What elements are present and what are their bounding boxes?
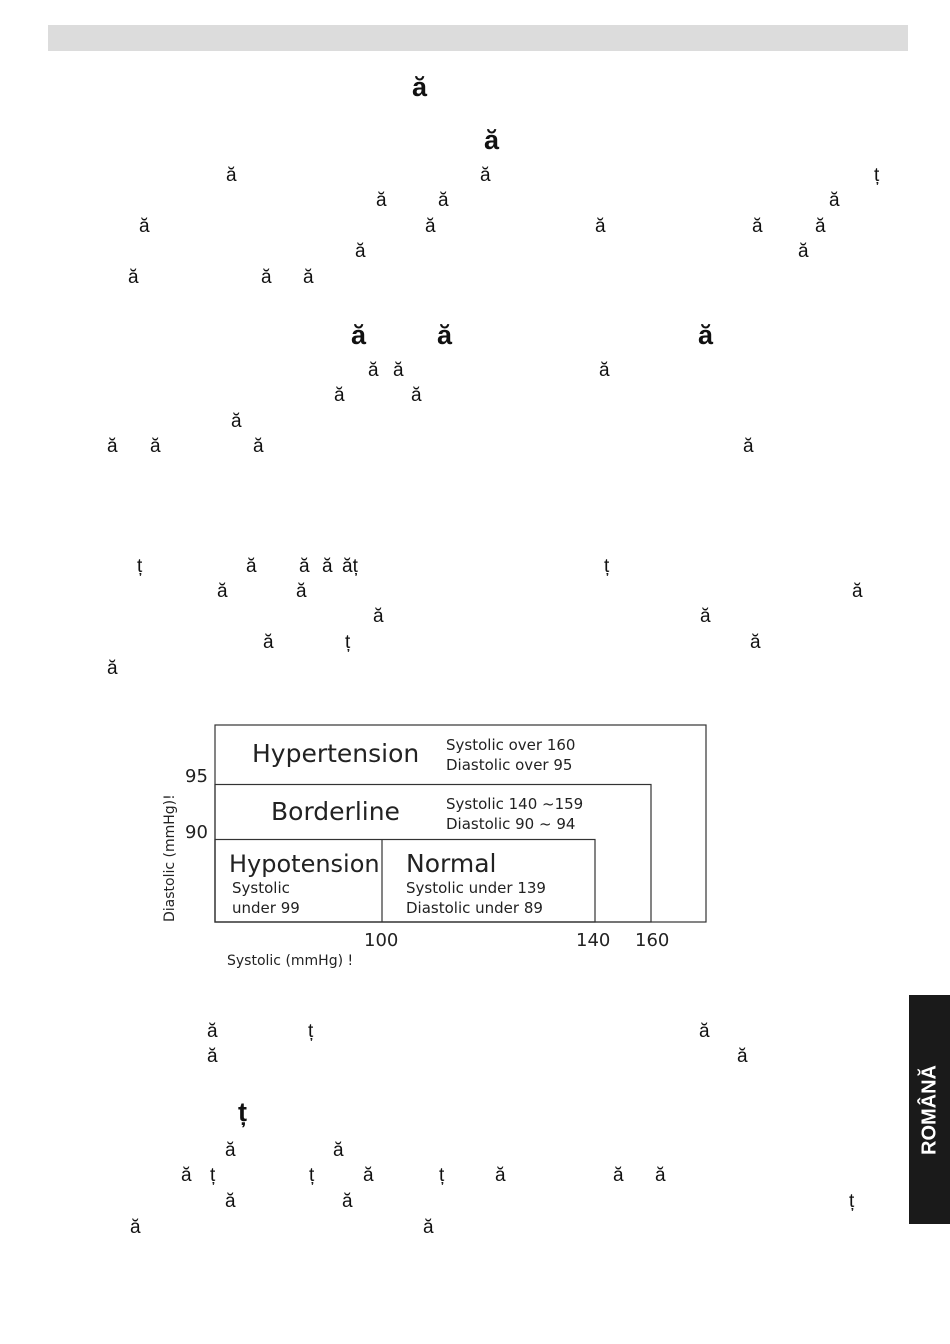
text-glyph: ă [322, 556, 333, 577]
text-glyph: ă [181, 1165, 192, 1186]
zone-criteria-borderline: Systolic 140 ~159 [446, 795, 584, 813]
text-glyph: ă [373, 606, 384, 627]
text-glyph: ă [613, 1165, 624, 1186]
text-glyph: ț [308, 1021, 314, 1042]
text-glyph: ă [150, 436, 161, 457]
text-glyph: ț [309, 1165, 315, 1186]
text-glyph: ă [480, 165, 491, 186]
bp-classification-chart [150, 715, 730, 975]
text-glyph: ă [333, 1140, 344, 1161]
x-tick-label: 140 [576, 930, 611, 951]
text-glyph: ă [207, 1021, 218, 1042]
text-glyph: ăț [342, 556, 358, 577]
text-glyph: ă [246, 556, 257, 577]
text-glyph: ă [263, 632, 274, 653]
text-glyph: ă [207, 1046, 218, 1067]
section-heading-glyph: ă [437, 320, 453, 350]
text-glyph: ă [217, 581, 228, 602]
text-glyph: ă [411, 385, 422, 406]
zone-name-borderline: Borderline [271, 797, 400, 826]
zone-criteria-normal: Diastolic under 89 [406, 899, 543, 917]
text-glyph: ă [852, 581, 863, 602]
text-glyph: ț [604, 556, 610, 577]
text-glyph: ă [438, 190, 449, 211]
text-glyph: ă [253, 436, 264, 457]
text-glyph: ă [737, 1046, 748, 1067]
x-tick-label: 100 [364, 930, 399, 951]
text-glyph: ă [798, 241, 809, 262]
x-tick-label: 160 [635, 930, 670, 951]
text-glyph: ă [363, 1165, 374, 1186]
section-heading-glyph: ă [484, 125, 500, 155]
text-glyph: ă [393, 360, 404, 381]
text-glyph: ă [107, 658, 118, 679]
text-glyph: ă [752, 216, 763, 237]
text-glyph: ț [137, 556, 143, 577]
zone-criteria-hypertension: Systolic over 160 [446, 736, 576, 754]
text-glyph: ă [342, 1191, 353, 1212]
text-glyph: ă [743, 436, 754, 457]
language-label: ROMÂNĂ [918, 1064, 940, 1155]
text-glyph: ă [107, 436, 118, 457]
text-glyph: ă [231, 411, 242, 432]
text-glyph: ă [595, 216, 606, 237]
text-glyph: ț [210, 1165, 216, 1186]
text-glyph: ă [699, 1021, 710, 1042]
zone-name-hypertension: Hypertension [252, 739, 420, 768]
y-tick-label: 95 [185, 766, 208, 787]
zone-criteria-hypotension: under 99 [232, 899, 300, 917]
text-glyph: ă [225, 1140, 236, 1161]
text-glyph: ă [139, 216, 150, 237]
y-axis-label: Diastolic (mmHg)! [162, 794, 178, 922]
text-glyph: ă [296, 581, 307, 602]
x-axis-label: Systolic (mmHg) ! [227, 953, 354, 969]
text-glyph: ă [829, 190, 840, 211]
section-heading-glyph: ă [698, 320, 714, 350]
zone-criteria-hypertension: Diastolic over 95 [446, 756, 573, 774]
text-glyph: ă [299, 556, 310, 577]
text-glyph: ă [303, 267, 314, 288]
zone-criteria-borderline: Diastolic 90 ~ 94 [446, 815, 576, 833]
section-heading-glyph: ă [351, 320, 367, 350]
text-glyph: ă [750, 632, 761, 653]
text-glyph: ă [261, 267, 272, 288]
language-side-tab [909, 995, 950, 1224]
text-glyph: ă [655, 1165, 666, 1186]
text-glyph: ă [355, 241, 366, 262]
text-glyph: ț [345, 632, 351, 653]
text-glyph: ț [874, 165, 880, 186]
zone-criteria-hypotension: Systolic [232, 879, 290, 897]
text-glyph: ă [376, 190, 387, 211]
text-glyph: ă [334, 385, 345, 406]
y-tick-label: 90 [185, 822, 208, 843]
header-bar [48, 25, 908, 51]
zone-name-normal: Normal [406, 849, 497, 878]
text-glyph: ă [815, 216, 826, 237]
text-glyph: ț [439, 1165, 445, 1186]
text-glyph: ă [128, 267, 139, 288]
zone-criteria-normal: Systolic under 139 [406, 879, 546, 897]
text-glyph: ă [599, 360, 610, 381]
text-glyph: ă [225, 1191, 236, 1212]
text-glyph: ț [849, 1191, 855, 1212]
zone-name-hypotension: Hypotension [229, 850, 380, 878]
text-glyph: ă [425, 216, 436, 237]
text-glyph: ă [226, 165, 237, 186]
section-heading-glyph: ă [412, 72, 428, 102]
text-glyph: ă [130, 1217, 141, 1238]
text-glyph: ă [368, 360, 379, 381]
text-glyph: ă [700, 606, 711, 627]
section-heading-glyph: ț [238, 1097, 247, 1127]
text-glyph: ă [495, 1165, 506, 1186]
text-glyph: ă [423, 1217, 434, 1238]
